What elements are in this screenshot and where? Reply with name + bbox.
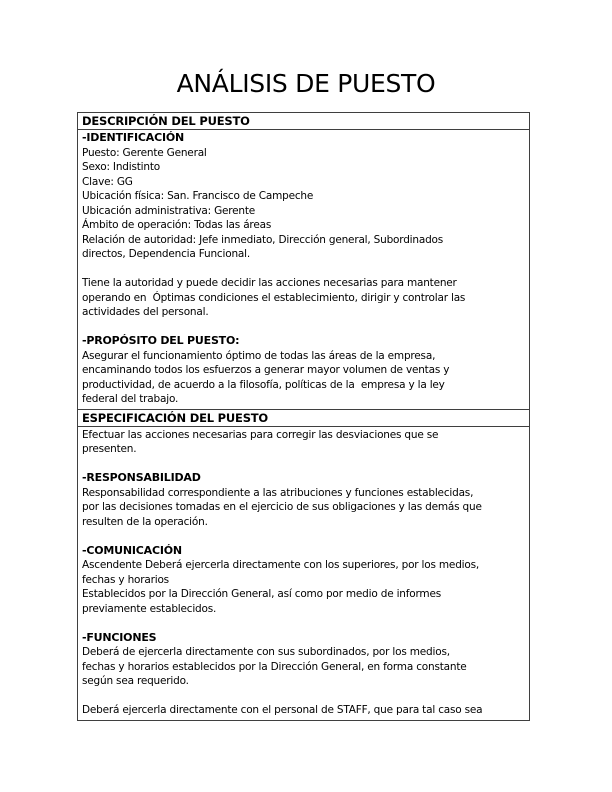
text-line: Responsabilidad correspondiente a las atribuciones y funciones establecidas, [82,486,474,499]
subsection-heading: -RESPONSABILIDAD [82,471,201,484]
job-analysis-table [77,112,530,721]
text-line: fechas y horarios [82,573,169,586]
text-line: Ubicación física: San. Francisco de Campeche [82,190,314,202]
text-line: Clave: GG [82,175,133,188]
text-line: resulten de la operación. [82,515,208,528]
table-section [78,409,529,720]
text-line: operando en Óptimas condiciones el establecimiento, dirigir y controlar las [82,291,466,304]
subsection-heading: -COMUNICACIÓN [82,543,182,557]
text-line [82,457,525,472]
text-line [82,320,525,335]
text-line: Deberá ejercerla directamente con el personal de STAFF, que para tal caso sea [82,704,483,716]
text-line: Establecidos por la Dirección General, así como por medio de informes [82,588,441,600]
table-section-body [78,427,529,720]
text-line: presenten. [82,443,137,455]
subsection-heading: -PROPÓSITO DEL PUESTO: [82,334,240,347]
text-line: Deberá de ejercerla directamente con sus subordinados, por los medios, [82,646,450,658]
text-line: Asegurar el funcionamiento óptimo de todas las áreas de la empresa, [82,349,436,362]
subsection-heading: -FUNCIONES [82,630,157,644]
table-section-header: ESPECIFICACIÓN DEL PUESTO [78,409,529,427]
text-line: Ascendente Deberá ejercerla directamente con los superiores, por los medios, [82,559,480,571]
text-line: encaminando todos los esfuerzos a generar mayor volumen de ventas y [82,364,450,376]
text-line [82,616,525,631]
table-section-body [78,130,529,409]
text-line: Efectuar las acciones necesarias para corregir las desviaciones que se [82,428,439,441]
table-section [78,113,529,409]
text-line: actividades del personal. [82,306,209,318]
text-line: federal del trabajo. [82,393,179,405]
text-line: previamente establecidos. [82,602,217,615]
text-line: Ámbito de operación: Todas las áreas [82,219,272,231]
table-section-header: DESCRIPCIÓN DEL PUESTO [78,113,529,130]
subsection-heading: -IDENTIFICACIÓN [82,131,185,144]
text-line: directos, Dependencia Funcional. [82,248,250,260]
text-line: productividad, de acuerdo a la filosofía, políticas de la empresa y la ley [82,378,445,391]
document-title: ANÁLISIS DE PUESTO [176,69,436,98]
text-line: por las decisiones tomadas en el ejercicio de sus obligaciones y las demás que [82,501,482,513]
text-line: Relación de autoridad: Jefe inmediato, Dirección general, Subordinados [82,233,444,246]
text-line: Tiene la autoridad y puede decidir las acciones necesarias para mantener [82,277,457,289]
text-line: Ubicación administrativa: Gerente [82,204,256,217]
text-line: Sexo: Indistinto [82,161,160,173]
text-line [82,529,525,544]
text-line: según sea requerido. [82,675,189,687]
text-line [82,689,525,704]
text-line [82,262,525,277]
text-line: fechas y horarios establecidos por la Dirección General, en forma constante [82,660,467,673]
text-line: Puesto: Gerente General [82,146,207,159]
